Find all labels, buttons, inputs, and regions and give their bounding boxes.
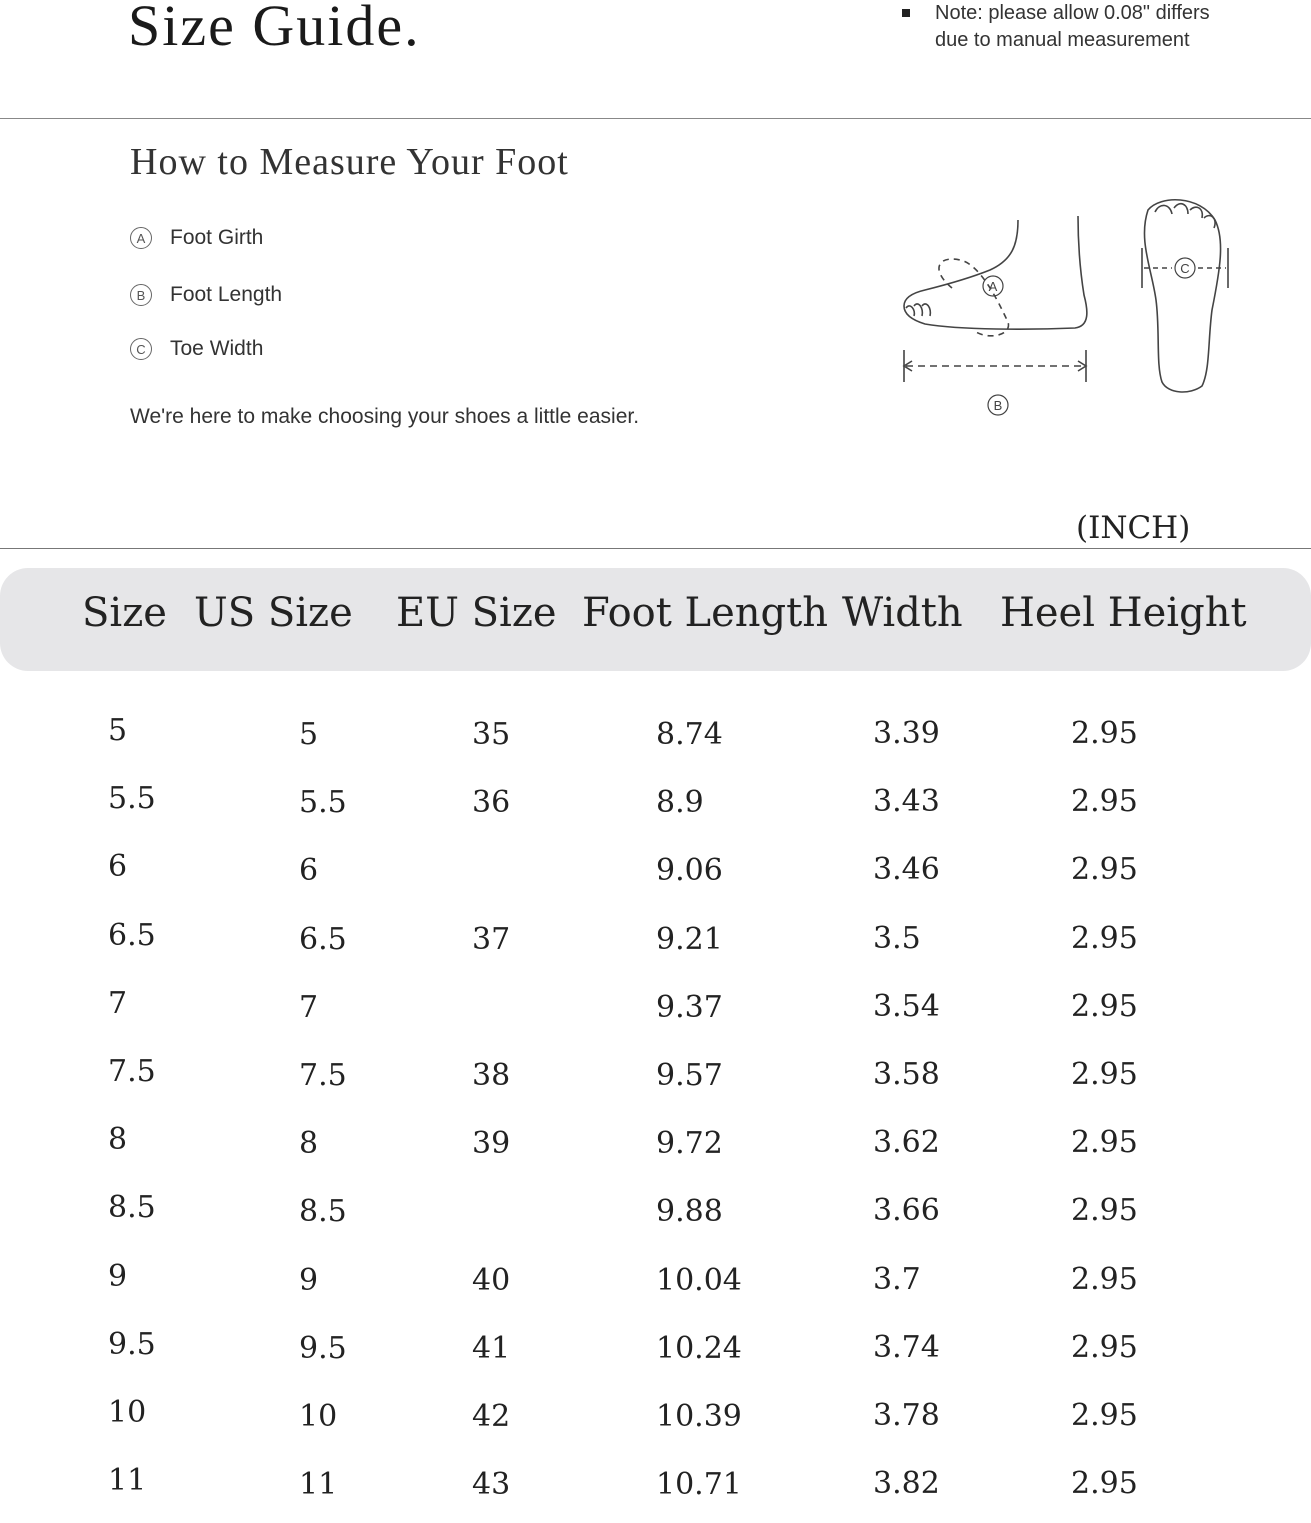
table-row (0, 1463, 1311, 1523)
bullet-icon (902, 9, 910, 17)
cell-heel-height: 2.95 (1071, 784, 1138, 819)
cell-size: 5 (108, 713, 128, 748)
cell-eu-size: 41 (472, 1331, 511, 1366)
cell-width: 3.5 (873, 921, 921, 956)
cell-width: 3.66 (873, 1193, 940, 1228)
legend-item-foot-girth (130, 226, 263, 250)
cell-eu-size: 39 (472, 1126, 511, 1161)
cell-heel-height: 2.95 (1071, 921, 1138, 956)
cell-size: 6 (108, 849, 128, 884)
table-row (0, 1395, 1311, 1455)
cell-size: 5.5 (108, 781, 156, 816)
circled-b-icon: B (130, 284, 152, 306)
side-foot-outline (904, 216, 1087, 329)
cell-foot-length: 8.74 (656, 717, 723, 752)
circled-a-icon: A (130, 227, 152, 249)
cell-width: 3.62 (873, 1125, 940, 1160)
cell-foot-length: 9.88 (656, 1194, 723, 1229)
divider-top (0, 118, 1311, 119)
column-header-us-size: US Size (194, 590, 353, 636)
measure-section-title: How to Measure Your Foot (130, 141, 569, 183)
legend-label: Foot Girth (170, 226, 264, 249)
diagram-mark-b: B (993, 398, 1003, 413)
cell-eu-size: 35 (472, 717, 511, 752)
cell-us-size: 8.5 (299, 1194, 347, 1229)
cell-eu-size: 36 (472, 785, 511, 820)
cell-width: 3.39 (873, 716, 940, 751)
cell-foot-length: 8.9 (656, 785, 704, 820)
legend-label: Toe Width (170, 337, 264, 360)
diagram-mark-a: A (988, 279, 998, 294)
column-header-size: Size (82, 590, 167, 636)
cell-heel-height: 2.95 (1071, 1330, 1138, 1365)
table-row (0, 781, 1311, 841)
column-header-heel-height: Heel Height (1000, 590, 1247, 636)
cell-eu-size: 38 (472, 1058, 511, 1093)
cell-size: 8 (108, 1122, 128, 1157)
cell-width: 3.43 (873, 784, 940, 819)
measurement-note (902, 0, 1210, 54)
cell-heel-height: 2.95 (1071, 1262, 1138, 1297)
toe-lines (906, 304, 930, 316)
cell-foot-length: 9.57 (656, 1058, 723, 1093)
cell-foot-length: 9.72 (656, 1126, 723, 1161)
table-row (0, 713, 1311, 773)
cell-us-size: 11 (299, 1467, 338, 1502)
sole-outline (1144, 200, 1220, 392)
cell-heel-height: 2.95 (1071, 852, 1138, 887)
cell-size: 7 (108, 986, 128, 1021)
cell-size: 9.5 (108, 1327, 156, 1362)
table-row (0, 1054, 1311, 1114)
cell-us-size: 6.5 (299, 922, 347, 957)
cell-us-size: 10 (299, 1399, 338, 1434)
cell-eu-size: 43 (472, 1467, 511, 1502)
cell-heel-height: 2.95 (1071, 1466, 1138, 1501)
cell-foot-length: 9.21 (656, 922, 723, 957)
cell-us-size: 8 (299, 1126, 319, 1161)
cell-heel-height: 2.95 (1071, 989, 1138, 1024)
table-row (0, 1122, 1311, 1182)
cell-eu-size: 42 (472, 1399, 511, 1434)
girth-dashed-arc (939, 259, 1009, 336)
cell-heel-height: 2.95 (1071, 1125, 1138, 1160)
cell-width: 3.54 (873, 989, 940, 1024)
table-row (0, 918, 1311, 978)
cell-eu-size: 37 (472, 922, 511, 957)
cell-us-size: 5.5 (299, 785, 347, 820)
cell-size: 10 (108, 1395, 147, 1430)
cell-size: 8.5 (108, 1190, 156, 1225)
cell-width: 3.58 (873, 1057, 940, 1092)
circled-c-icon: C (130, 338, 152, 360)
cell-foot-length: 10.04 (656, 1263, 742, 1298)
cell-eu-size: 40 (472, 1263, 511, 1298)
cell-us-size: 7 (299, 990, 319, 1025)
cell-size: 9 (108, 1259, 128, 1294)
cell-size: 11 (108, 1463, 147, 1498)
foot-measurement-diagram (890, 190, 1250, 430)
cell-heel-height: 2.95 (1071, 1193, 1138, 1228)
table-row (0, 849, 1311, 909)
divider-table (0, 548, 1311, 549)
table-row (0, 986, 1311, 1046)
cell-us-size: 9 (299, 1263, 319, 1298)
cell-heel-height: 2.95 (1071, 1398, 1138, 1433)
cell-width: 3.74 (873, 1330, 940, 1365)
cell-width: 3.78 (873, 1398, 940, 1433)
column-header-eu-size: EU Size (396, 590, 557, 636)
legend-item-toe-width (130, 337, 263, 361)
cell-size: 6.5 (108, 918, 156, 953)
cell-size: 7.5 (108, 1054, 156, 1089)
cell-us-size: 9.5 (299, 1331, 347, 1366)
cell-heel-height: 2.95 (1071, 716, 1138, 751)
sole-toes (1155, 204, 1215, 228)
diagram-mark-c: C (1180, 261, 1190, 276)
legend-item-foot-length (130, 283, 282, 307)
unit-label: (INCH) (1076, 510, 1191, 546)
cell-us-size: 5 (299, 717, 319, 752)
cell-us-size: 6 (299, 853, 319, 888)
note-line-2: due to manual measurement (935, 29, 1190, 51)
tagline: We're here to make choosing your shoes a little easier. (130, 405, 640, 428)
legend-label: Foot Length (170, 283, 283, 306)
cell-us-size: 7.5 (299, 1058, 347, 1093)
table-row (0, 1327, 1311, 1387)
cell-foot-length: 10.39 (656, 1399, 742, 1434)
cell-foot-length: 10.24 (656, 1331, 742, 1366)
column-header-foot-length: Foot Length (582, 590, 828, 636)
cell-heel-height: 2.95 (1071, 1057, 1138, 1092)
table-row (0, 1190, 1311, 1250)
cell-width: 3.46 (873, 852, 940, 887)
note-line-1: Note: please allow 0.08" differs (935, 2, 1210, 24)
table-row (0, 1259, 1311, 1319)
cell-foot-length: 9.06 (656, 853, 723, 888)
cell-foot-length: 9.37 (656, 990, 723, 1025)
cell-foot-length: 10.71 (656, 1467, 742, 1502)
page-title: Size Guide. (128, 0, 421, 58)
column-header-width: Width (842, 590, 963, 636)
cell-width: 3.7 (873, 1262, 921, 1297)
cell-width: 3.82 (873, 1466, 940, 1501)
